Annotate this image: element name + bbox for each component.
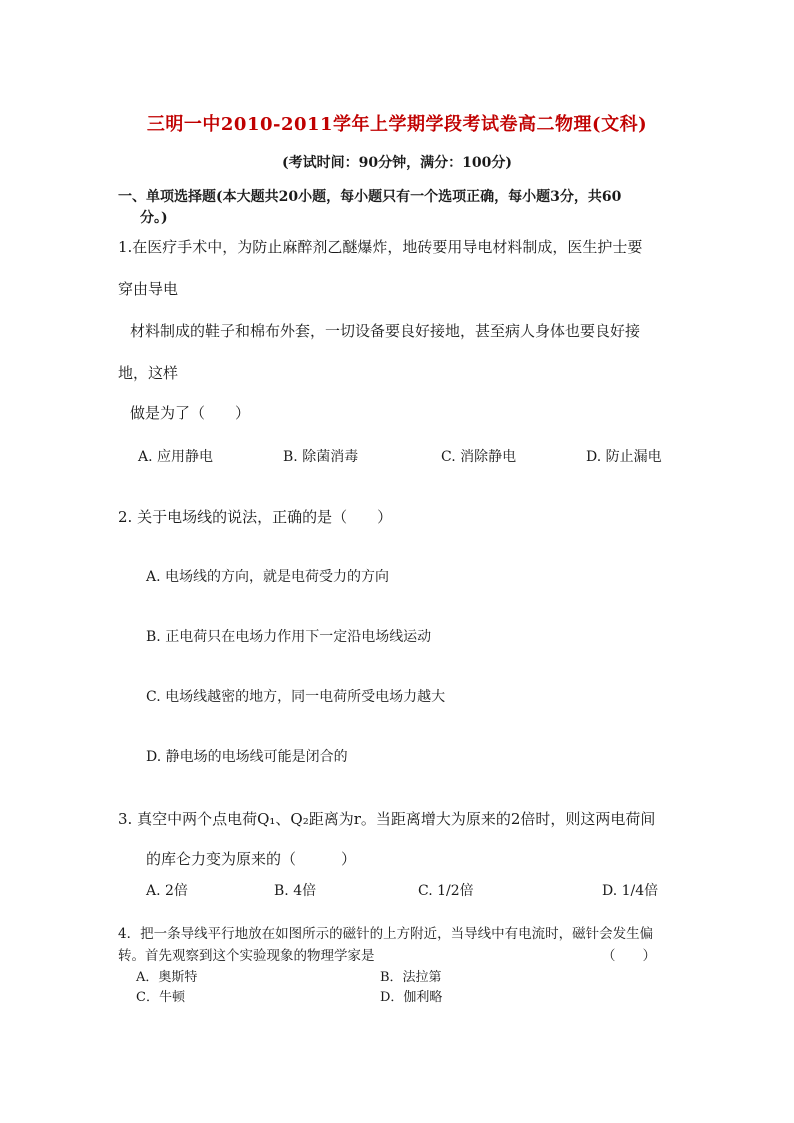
exam-info: (考试时间：90分钟，满分：100分) bbox=[282, 155, 512, 171]
page-title: 三明一中2010-2011学年上学期学段考试卷高二物理(文科) bbox=[146, 114, 648, 135]
q4-line2: 转。首先观察到这个实验现象的物理学家是 bbox=[118, 948, 375, 964]
q1-line4: 地，这样 bbox=[118, 364, 179, 382]
q3-option-b: B. 4倍 bbox=[274, 883, 317, 899]
q2-option-c: C. 电场线越密的地方，同一电荷所受电场力越大 bbox=[146, 689, 446, 705]
q3-line2: 的库仑力变为原来的（ ） bbox=[146, 850, 357, 868]
q4-option-b: B．法拉第 bbox=[380, 970, 442, 985]
q3-option-a: A. 2倍 bbox=[146, 883, 188, 899]
q2-option-a: A. 电场线的方向，就是电荷受力的方向 bbox=[146, 569, 390, 585]
q1-option-d: D. 防止漏电 bbox=[586, 449, 662, 465]
q4-option-a: A．奥斯特 bbox=[136, 970, 198, 985]
q3-option-c: C. 1/2倍 bbox=[418, 883, 474, 899]
q2-stem: 2. 关于电场线的说法，正确的是（ ） bbox=[118, 508, 393, 526]
q4-option-c: C．牛顿 bbox=[136, 990, 185, 1005]
q1-line5: 做是为了（ ） bbox=[130, 404, 251, 422]
q3-line1: 3. 真空中两个点电荷Q₁、Q₂距离为r。当距离增大为原来的2倍时，则这两电荷间 bbox=[118, 810, 656, 828]
q1-option-b: B. 除菌消毒 bbox=[283, 449, 359, 465]
q4-line1: 4．把一条导线平行地放在如图所示的磁针的上方附近，当导线中有电流时，磁针会发生偏 bbox=[118, 926, 654, 942]
q1-line2: 穿由导电 bbox=[118, 280, 179, 298]
section-heading-line2: 分。) bbox=[140, 210, 168, 226]
q2-option-d: D. 静电场的电场线可能是闭合的 bbox=[146, 749, 348, 765]
q1-option-a: A. 应用静电 bbox=[138, 449, 214, 465]
q1-line3: 材料制成的鞋子和棉布外套，一切设备要良好接地，甚至病人身体也要良好接 bbox=[130, 322, 641, 340]
q3-option-d: D. 1/4倍 bbox=[602, 883, 659, 899]
q2-option-b: B. 正电荷只在电场力作用下一定沿电场线运动 bbox=[146, 629, 432, 645]
q4-option-d: D．伽利略 bbox=[380, 990, 443, 1005]
q4-answer-bracket: （ ） bbox=[602, 948, 656, 964]
q1-line1: 1.在医疗手术中，为防止麻醉剂乙醚爆炸，地砖要用导电材料制成，医生护士要 bbox=[118, 238, 643, 256]
section-heading-line1: 一、单项选择题(本大题共20小题，每小题只有一个选项正确，每小题3分，共60 bbox=[118, 189, 622, 205]
q1-option-c: C. 消除静电 bbox=[441, 449, 517, 465]
